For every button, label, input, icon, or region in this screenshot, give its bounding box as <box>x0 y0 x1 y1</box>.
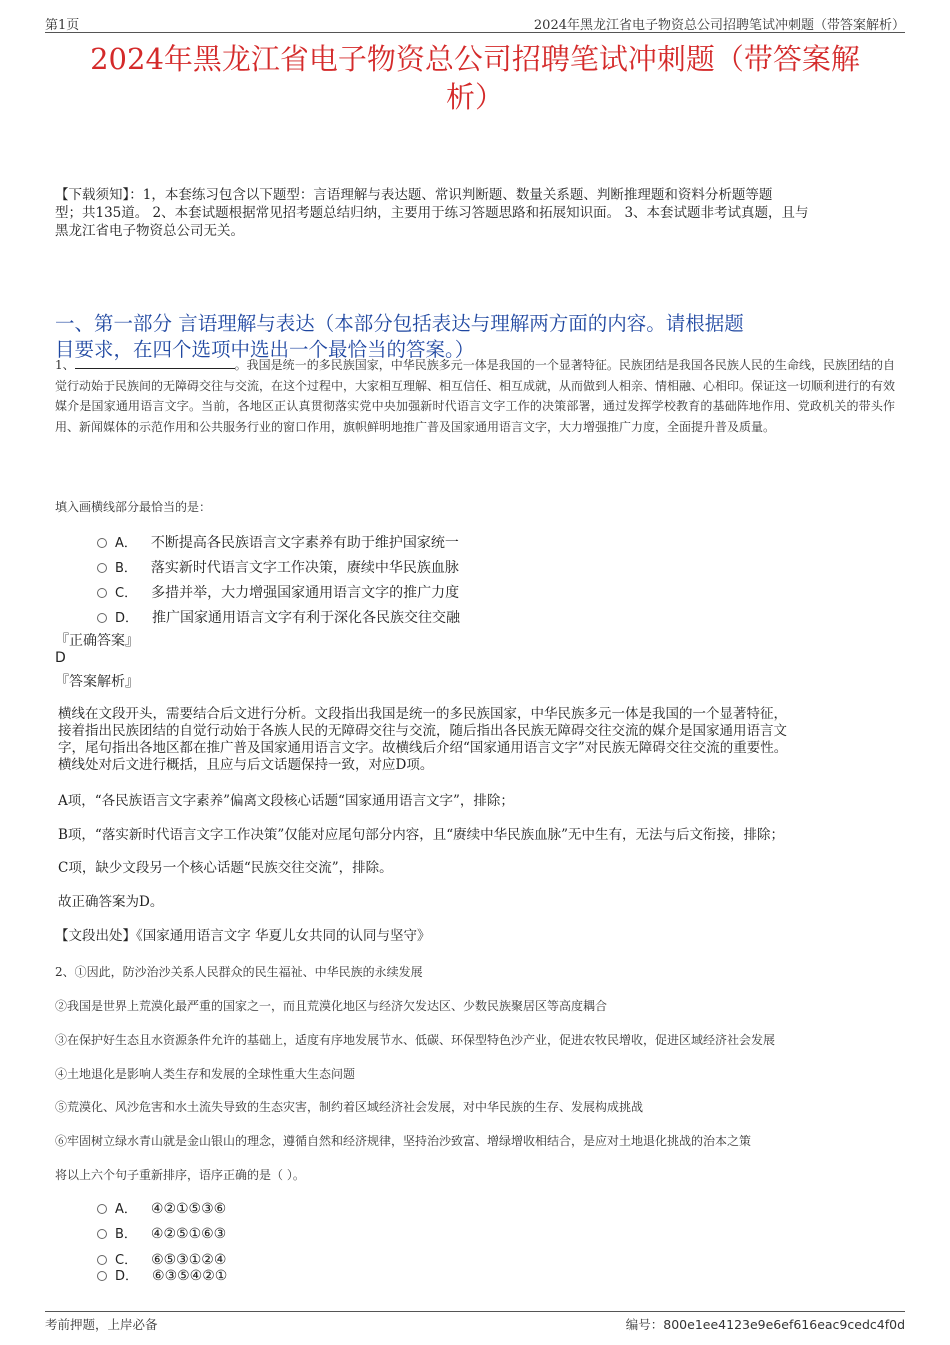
footer-divider <box>45 1311 905 1312</box>
notice-line-1: 【下载须知】：1，本套练习包含以下题型：言语理解与表达题、常识判断题、数量关系题、判断推理题和资料分析题等题 <box>55 187 773 203</box>
question-2-sentence-5: ⑤荒漠化、风沙危害和水土流失导致的生态灾害，制约着区域经济社会发展，对中华民族的生存、发展构成挑战 <box>55 1100 644 1114</box>
notice-line-2: 型；共135道。 2、本套试题根据常见招考题总结归纳，主要用于练习答题思路和拓展知识面。 3、本套试题非考试真题，且与 <box>55 205 809 221</box>
question-2-sentence-1: 2、①因此，防沙治沙关系人民群众的民生福祉、中华民族的永续发展 <box>55 965 423 979</box>
option-b[interactable]: B． 落实新时代语言文字工作决策，赓续中华民族血脉 <box>97 558 459 578</box>
footer-code <box>626 1315 905 1333</box>
correct-answer: D <box>55 650 66 666</box>
radio-icon[interactable] <box>97 563 107 573</box>
analysis-line: 字，尾句指出各地区都在推广普及国家通用语言文字。故横线后介绍“国家通用语言文字”对民族无障碍交往交流的重要性。 <box>58 740 788 756</box>
download-notice <box>55 186 905 240</box>
footer-code-label: 编号： <box>625 1317 664 1332</box>
fill-blank <box>75 356 235 369</box>
radio-icon[interactable] <box>97 1271 107 1281</box>
analysis-source: 【文段出处】《国家通用语言文字 华夏儿女共同的认同与坚守》 <box>55 928 431 944</box>
radio-icon[interactable] <box>97 588 107 598</box>
analysis-line: 接着指出民族团结的自觉行动始于各族人民的无障碍交往与交流，随后指出各民族无障碍交往交流的媒介是国家通用语言文 <box>58 723 787 739</box>
question-1-text: 。我国是统一的多民族国家，中华民族多元一体是我国的一个显著特征。民族团结是我国各民族人民的生命线，民族团结的自觉行动始于民族间的无障碍交往与交流，在这个过程中，大家相互理解、相互信任、相互成就，从而做到人相亲、情相融、心相印。保证这一切顺利进行的有效媒介是国家通用语言文字。当前，各地区正认真贯彻落实党中央加强新时代语言文字工作的决策部署，通过发挥学校教育的基础阵地作用、党政机关的带头作用、新闻媒体的示范作用和公共服务行业的窗口作用，旗帜鲜明地推广普及国家通用语言文字，大力增强推广力度，全面提升普及质量。 <box>55 358 896 434</box>
footer-code-value: 800e1ee4123e9e6ef616eac9cedc4f0d <box>663 1317 905 1332</box>
analysis-line: 横线在文段开头，需要结合后文进行分析。文段指出我国是统一的多民族国家，中华民族多元一体是我国的一个显著特征， <box>58 706 787 722</box>
question-2-sentence-2: ②我国是世界上荒漠化最严重的国家之一，而且荒漠化地区与经济欠发达区、少数民族聚居区等高度耦合 <box>55 999 608 1013</box>
analysis-option-a: A项，“各民族语言文字素养”偏离文段核心话题“国家通用语言文字”，排除； <box>58 793 514 809</box>
radio-icon[interactable] <box>97 1229 107 1239</box>
section-heading-line-1: 一、第一部分 言语理解与表达（本部分包括表达与理解两方面的内容。请根据题 <box>55 312 744 335</box>
radio-icon[interactable] <box>97 538 107 548</box>
q2-option-d[interactable]: D． ⑥③⑤④②① <box>97 1266 227 1286</box>
title-line-1: 2024年黑龙江省电子物资总公司招聘笔试冲刺题（带答案解 <box>90 42 860 76</box>
question-1-number: 1、 <box>55 358 75 372</box>
option-c[interactable]: C． 多措并举，大力增强国家通用语言文字的推广力度 <box>97 583 459 603</box>
radio-icon[interactable] <box>97 613 107 623</box>
question-1-stem <box>55 355 895 437</box>
question-2-sentence-6: ⑥牢固树立绿水青山就是金山银山的理念，遵循自然和经济规律，坚持治沙致富、增绿增收相结合，是应对土地退化挑战的治本之策 <box>55 1134 752 1148</box>
analysis-paragraph <box>58 706 888 774</box>
question-2-prompt: 将以上六个句子重新排序，语序正确的是（ ）。 <box>55 1168 305 1182</box>
q2-option-b[interactable]: B． ④②⑤①⑥③ <box>97 1224 226 1244</box>
analysis-conclusion: 故正确答案为D。 <box>58 894 164 910</box>
analysis-label: 『答案解析』 <box>55 674 139 690</box>
section-heading-line-2: 目要求，在四个选项中选出一个最恰当的答案。） <box>55 338 475 361</box>
header-divider <box>45 32 905 33</box>
option-d[interactable]: D． 推广国家通用语言文字有利于深化各民族交往交融 <box>97 608 460 628</box>
q2-option-a[interactable]: A． ④②①⑤③⑥ <box>97 1199 226 1219</box>
q2-option-c[interactable]: C． ⑥⑤③①②④ <box>97 1250 226 1270</box>
question-2-sentence-3: ③在保护好生态且水资源条件允许的基础上，适度有序地发展节水、低碳、环保型特色沙产业，促进农牧民增收，促进区域经济社会发展 <box>55 1033 776 1047</box>
analysis-option-b: B项，“落实新时代语言文字工作决策”仅能对应尾句部分内容，且“赓续中华民族血脉”无中生有，无法与后文衔接，排除； <box>58 827 785 843</box>
radio-icon[interactable] <box>97 1204 107 1214</box>
page-number: 第1页 <box>45 18 80 33</box>
notice-line-3: 黑龙江省电子物资总公司无关。 <box>55 223 244 239</box>
analysis-line: 横线处对后文进行概括，且应与后文话题保持一致，对应D项。 <box>58 757 434 773</box>
header-doc-title: 2024年黑龙江省电子物资总公司招聘笔试冲刺题（带答案解析） <box>533 18 905 33</box>
correct-answer-label: 『正确答案』 <box>55 633 139 649</box>
title-line-2: 析） <box>445 80 504 114</box>
page-title <box>45 40 905 116</box>
question-1-prompt: 填入画横线部分最恰当的是： <box>55 500 212 514</box>
option-a[interactable]: A． 不断提高各民族语言文字素养有助于维护国家统一 <box>97 533 459 553</box>
analysis-option-c: C项，缺少文段另一个核心话题“民族交往交流”，排除。 <box>58 860 393 876</box>
question-2-sentence-4: ④土地退化是影响人类生存和发展的全球性重大生态问题 <box>55 1067 356 1081</box>
footer-slogan: 考前押题，上岸必备 <box>45 1317 158 1332</box>
radio-icon[interactable] <box>97 1255 107 1265</box>
